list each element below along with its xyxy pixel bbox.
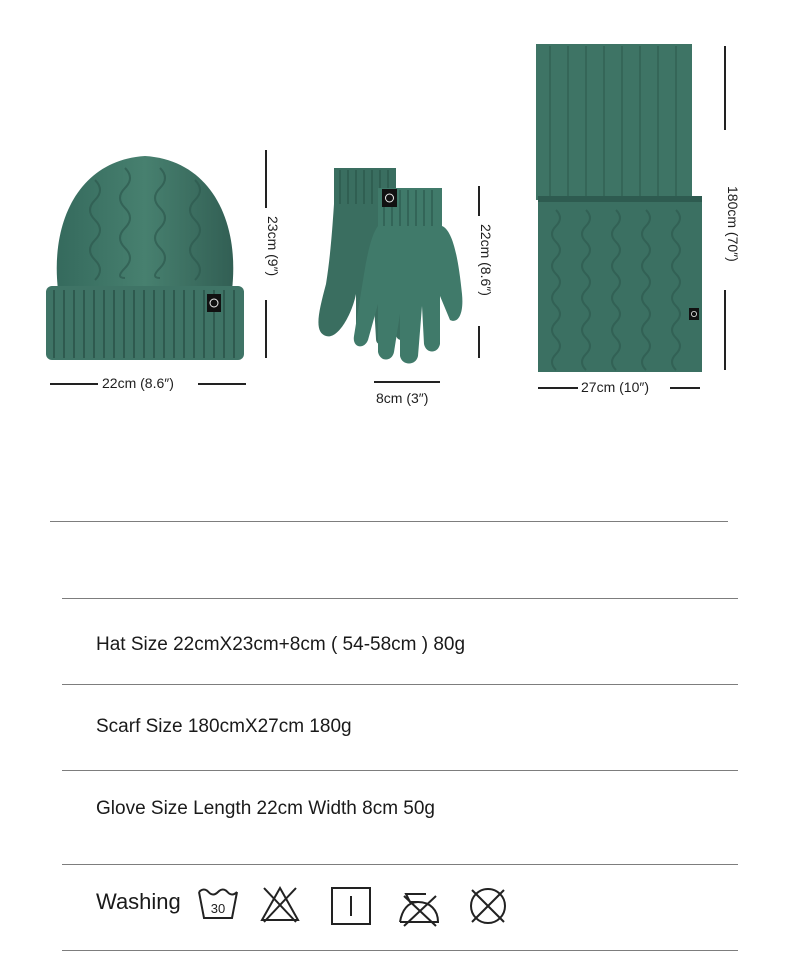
line-dry-icon [330,886,372,926]
divider-top [50,521,728,522]
hat-width-label: 22cm (8.6″) [102,375,174,391]
do-not-dry-clean-icon [466,884,510,928]
do-not-iron-icon [396,888,442,928]
hat-width-line-right [198,383,246,385]
scarf-size-spec: Scarf Size 180cmX27cm 180g [96,716,352,737]
washing-label: Washing [96,889,181,914]
scarf-width-label: 27cm (10″) [581,379,649,395]
scarf-image [534,42,704,374]
gloves-height-label: 22cm (8.6″) [478,224,494,296]
gloves-height-line-top [478,186,480,216]
hat-height-label: 23cm (9″) [265,216,281,277]
wash-30-icon [196,884,240,924]
hat-height-line-top [265,150,267,208]
divider-4 [62,864,738,865]
scarf-height-label: 180cm (70″) [725,186,741,262]
gloves-width-label: 8cm (3″) [376,390,429,406]
wash-temp-label: 30 [210,901,226,916]
divider-2 [62,684,738,685]
gloves-image [312,164,467,374]
gloves-height-line-bottom [478,326,480,358]
hat-width-line-left [50,383,98,385]
hat-size-spec: Hat Size 22cmX23cm+8cm ( 54-58cm ) 80g [96,634,466,655]
scarf-height-line-top [724,46,726,130]
gloves-width-line [374,381,440,383]
hat-height-line-bottom [265,300,267,358]
divider-bottom [62,950,738,951]
scarf-height-line-bottom [724,290,726,370]
scarf-width-line-left [538,387,578,389]
glove-size-spec: Glove Size Length 22cm Width 8cm 50g [96,798,436,819]
do-not-bleach-icon [258,884,302,924]
divider-3 [62,770,738,771]
scarf-width-line-right [670,387,700,389]
divider-1 [62,598,738,599]
hat-image [40,150,250,365]
